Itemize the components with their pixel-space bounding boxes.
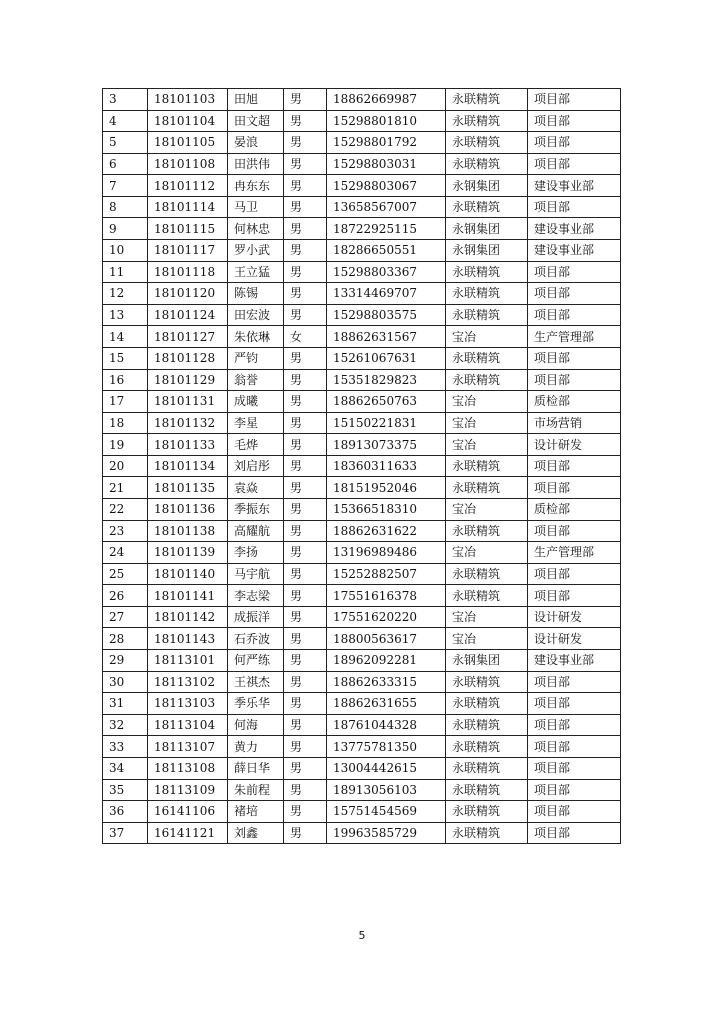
roster-table-body: [103, 89, 621, 844]
student-id-cell: 18101131: [148, 391, 228, 413]
row-index-cell: 25: [103, 563, 148, 585]
table-row: [103, 89, 621, 111]
gender-cell: 男: [284, 412, 327, 434]
company-cell: 永联精筑: [446, 369, 528, 391]
department-cell: 市场营销: [528, 412, 621, 434]
name-cell: 刘启彤: [228, 455, 284, 477]
name-cell: 陈锡: [228, 283, 284, 305]
row-index-cell: 34: [103, 757, 148, 779]
gender-cell: 男: [284, 498, 327, 520]
department-cell: 项目部: [528, 779, 621, 801]
table-row: [103, 714, 621, 736]
phone-cell: 15366518310: [327, 498, 446, 520]
department-cell: 项目部: [528, 757, 621, 779]
phone-cell: 17551616378: [327, 585, 446, 607]
company-cell: 永联精筑: [446, 132, 528, 154]
student-id-cell: 18113101: [148, 650, 228, 672]
department-cell: 设计研发: [528, 606, 621, 628]
department-cell: 质检部: [528, 498, 621, 520]
student-id-cell: 18113107: [148, 736, 228, 758]
phone-cell: 18862631567: [327, 326, 446, 348]
name-cell: 严钧: [228, 347, 284, 369]
department-cell: 项目部: [528, 369, 621, 391]
row-index-cell: 22: [103, 498, 148, 520]
student-id-cell: 18101143: [148, 628, 228, 650]
table-row: [103, 736, 621, 758]
student-id-cell: 18101120: [148, 283, 228, 305]
gender-cell: 男: [284, 455, 327, 477]
row-index-cell: 5: [103, 132, 148, 154]
company-cell: 永联精筑: [446, 585, 528, 607]
name-cell: 田洪伟: [228, 153, 284, 175]
student-id-cell: 18101132: [148, 412, 228, 434]
phone-cell: 15298801792: [327, 132, 446, 154]
table-row: [103, 326, 621, 348]
name-cell: 冉东东: [228, 175, 284, 197]
company-cell: 永钢集团: [446, 175, 528, 197]
gender-cell: 男: [284, 693, 327, 715]
department-cell: 项目部: [528, 153, 621, 175]
name-cell: 朱依琳: [228, 326, 284, 348]
student-id-cell: 18113103: [148, 693, 228, 715]
gender-cell: 男: [284, 175, 327, 197]
company-cell: 宝冶: [446, 391, 528, 413]
student-id-cell: 18101129: [148, 369, 228, 391]
student-id-cell: 18101140: [148, 563, 228, 585]
table-row: [103, 153, 621, 175]
row-index-cell: 28: [103, 628, 148, 650]
department-cell: 质检部: [528, 391, 621, 413]
phone-cell: 15298801810: [327, 110, 446, 132]
student-id-cell: 18101104: [148, 110, 228, 132]
department-cell: 项目部: [528, 585, 621, 607]
department-cell: 项目部: [528, 304, 621, 326]
row-index-cell: 10: [103, 240, 148, 262]
department-cell: 设计研发: [528, 434, 621, 456]
table-row: [103, 283, 621, 305]
gender-cell: 男: [284, 110, 327, 132]
department-cell: 建设事业部: [528, 175, 621, 197]
company-cell: 永联精筑: [446, 455, 528, 477]
phone-cell: 18286650551: [327, 240, 446, 262]
name-cell: 李扬: [228, 542, 284, 564]
row-index-cell: 4: [103, 110, 148, 132]
gender-cell: 男: [284, 391, 327, 413]
table-row: [103, 434, 621, 456]
table-row: [103, 304, 621, 326]
company-cell: 永联精筑: [446, 89, 528, 111]
gender-cell: 男: [284, 261, 327, 283]
company-cell: 永联精筑: [446, 347, 528, 369]
gender-cell: 男: [284, 196, 327, 218]
company-cell: 永联精筑: [446, 283, 528, 305]
table-row: [103, 822, 621, 844]
phone-cell: 18722925115: [327, 218, 446, 240]
phone-cell: 18913056103: [327, 779, 446, 801]
phone-cell: 13314469707: [327, 283, 446, 305]
name-cell: 马宇航: [228, 563, 284, 585]
student-id-cell: 18101108: [148, 153, 228, 175]
phone-cell: 18151952046: [327, 477, 446, 499]
row-index-cell: 33: [103, 736, 148, 758]
gender-cell: 男: [284, 671, 327, 693]
name-cell: 高耀航: [228, 520, 284, 542]
phone-cell: 18862631622: [327, 520, 446, 542]
company-cell: 宝冶: [446, 542, 528, 564]
name-cell: 黄力: [228, 736, 284, 758]
name-cell: 田宏波: [228, 304, 284, 326]
student-id-cell: 18101103: [148, 89, 228, 111]
department-cell: 项目部: [528, 347, 621, 369]
row-index-cell: 12: [103, 283, 148, 305]
row-index-cell: 17: [103, 391, 148, 413]
table-row: [103, 671, 621, 693]
row-index-cell: 14: [103, 326, 148, 348]
department-cell: 项目部: [528, 110, 621, 132]
row-index-cell: 20: [103, 455, 148, 477]
table-row: [103, 110, 621, 132]
gender-cell: 男: [284, 132, 327, 154]
student-id-cell: 18113102: [148, 671, 228, 693]
table-row: [103, 650, 621, 672]
company-cell: 永联精筑: [446, 261, 528, 283]
student-id-cell: 18101136: [148, 498, 228, 520]
gender-cell: 男: [284, 520, 327, 542]
row-index-cell: 19: [103, 434, 148, 456]
department-cell: 建设事业部: [528, 650, 621, 672]
row-index-cell: 15: [103, 347, 148, 369]
name-cell: 季乐华: [228, 693, 284, 715]
name-cell: 刘鑫: [228, 822, 284, 844]
phone-cell: 19963585729: [327, 822, 446, 844]
gender-cell: 男: [284, 757, 327, 779]
gender-cell: 男: [284, 434, 327, 456]
row-index-cell: 9: [103, 218, 148, 240]
gender-cell: 男: [284, 736, 327, 758]
row-index-cell: 26: [103, 585, 148, 607]
student-id-cell: 18113104: [148, 714, 228, 736]
phone-cell: 18862669987: [327, 89, 446, 111]
row-index-cell: 3: [103, 89, 148, 111]
gender-cell: 男: [284, 218, 327, 240]
company-cell: 永钢集团: [446, 218, 528, 240]
company-cell: 永联精筑: [446, 520, 528, 542]
table-row: [103, 693, 621, 715]
student-id-cell: 18101115: [148, 218, 228, 240]
student-id-cell: 18101105: [148, 132, 228, 154]
phone-cell: 15298803067: [327, 175, 446, 197]
table-row: [103, 542, 621, 564]
phone-cell: 18862650763: [327, 391, 446, 413]
company-cell: 宝冶: [446, 412, 528, 434]
table-row: [103, 801, 621, 823]
table-row: [103, 347, 621, 369]
gender-cell: 男: [284, 606, 327, 628]
name-cell: 石乔波: [228, 628, 284, 650]
company-cell: 永联精筑: [446, 563, 528, 585]
table-row: [103, 455, 621, 477]
company-cell: 永联精筑: [446, 304, 528, 326]
company-cell: 永联精筑: [446, 110, 528, 132]
department-cell: 项目部: [528, 132, 621, 154]
company-cell: 永联精筑: [446, 196, 528, 218]
name-cell: 王立猛: [228, 261, 284, 283]
row-index-cell: 21: [103, 477, 148, 499]
company-cell: 永联精筑: [446, 477, 528, 499]
name-cell: 季振东: [228, 498, 284, 520]
row-index-cell: 31: [103, 693, 148, 715]
table-row: [103, 175, 621, 197]
gender-cell: 男: [284, 477, 327, 499]
name-cell: 褚培: [228, 801, 284, 823]
department-cell: 项目部: [528, 283, 621, 305]
student-id-cell: 18101117: [148, 240, 228, 262]
department-cell: 项目部: [528, 714, 621, 736]
department-cell: 项目部: [528, 261, 621, 283]
company-cell: 永联精筑: [446, 671, 528, 693]
row-index-cell: 30: [103, 671, 148, 693]
name-cell: 罗小武: [228, 240, 284, 262]
gender-cell: 男: [284, 779, 327, 801]
name-cell: 袁焱: [228, 477, 284, 499]
roster-table: [102, 88, 621, 844]
department-cell: 项目部: [528, 693, 621, 715]
table-row: [103, 240, 621, 262]
row-index-cell: 13: [103, 304, 148, 326]
department-cell: 生产管理部: [528, 542, 621, 564]
company-cell: 宝冶: [446, 434, 528, 456]
company-cell: 永联精筑: [446, 779, 528, 801]
row-index-cell: 35: [103, 779, 148, 801]
table-row: [103, 779, 621, 801]
gender-cell: 男: [284, 542, 327, 564]
phone-cell: 18913073375: [327, 434, 446, 456]
department-cell: 项目部: [528, 89, 621, 111]
company-cell: 永联精筑: [446, 714, 528, 736]
department-cell: 项目部: [528, 477, 621, 499]
table-row: [103, 757, 621, 779]
name-cell: 马卫: [228, 196, 284, 218]
table-row: [103, 412, 621, 434]
gender-cell: 男: [284, 585, 327, 607]
table-row: [103, 606, 621, 628]
table-row: [103, 196, 621, 218]
company-cell: 永联精筑: [446, 822, 528, 844]
gender-cell: 男: [284, 240, 327, 262]
student-id-cell: 18101134: [148, 455, 228, 477]
name-cell: 李志梁: [228, 585, 284, 607]
row-index-cell: 18: [103, 412, 148, 434]
student-id-cell: 18113109: [148, 779, 228, 801]
student-id-cell: 18101127: [148, 326, 228, 348]
table-row: [103, 585, 621, 607]
student-id-cell: 18101114: [148, 196, 228, 218]
table-row: [103, 628, 621, 650]
student-id-cell: 18113108: [148, 757, 228, 779]
gender-cell: 男: [284, 153, 327, 175]
department-cell: 项目部: [528, 671, 621, 693]
company-cell: 永钢集团: [446, 650, 528, 672]
company-cell: 宝冶: [446, 498, 528, 520]
company-cell: 永联精筑: [446, 153, 528, 175]
phone-cell: 18360311633: [327, 455, 446, 477]
name-cell: 晏浪: [228, 132, 284, 154]
row-index-cell: 16: [103, 369, 148, 391]
phone-cell: 18761044328: [327, 714, 446, 736]
row-index-cell: 8: [103, 196, 148, 218]
table-row: [103, 563, 621, 585]
name-cell: 薛日华: [228, 757, 284, 779]
table-row: [103, 477, 621, 499]
name-cell: 何林忠: [228, 218, 284, 240]
gender-cell: 男: [284, 89, 327, 111]
student-id-cell: 18101112: [148, 175, 228, 197]
name-cell: 成曦: [228, 391, 284, 413]
table-row: [103, 520, 621, 542]
table-row: [103, 218, 621, 240]
gender-cell: 男: [284, 650, 327, 672]
student-id-cell: 18101133: [148, 434, 228, 456]
name-cell: 田旭: [228, 89, 284, 111]
phone-cell: 18800563617: [327, 628, 446, 650]
company-cell: 永联精筑: [446, 757, 528, 779]
gender-cell: 女: [284, 326, 327, 348]
department-cell: 建设事业部: [528, 218, 621, 240]
phone-cell: 15298803575: [327, 304, 446, 326]
page-number: 5: [358, 929, 366, 942]
row-index-cell: 36: [103, 801, 148, 823]
phone-cell: 18862633315: [327, 671, 446, 693]
department-cell: 项目部: [528, 822, 621, 844]
row-index-cell: 29: [103, 650, 148, 672]
phone-cell: 17551620220: [327, 606, 446, 628]
name-cell: 朱前程: [228, 779, 284, 801]
department-cell: 项目部: [528, 736, 621, 758]
company-cell: 宝冶: [446, 606, 528, 628]
phone-cell: 15298803031: [327, 153, 446, 175]
phone-cell: 15351829823: [327, 369, 446, 391]
row-index-cell: 24: [103, 542, 148, 564]
student-id-cell: 16141106: [148, 801, 228, 823]
gender-cell: 男: [284, 801, 327, 823]
phone-cell: 18962092281: [327, 650, 446, 672]
phone-cell: 13004442615: [327, 757, 446, 779]
company-cell: 宝冶: [446, 628, 528, 650]
name-cell: 翁誉: [228, 369, 284, 391]
phone-cell: 15298803367: [327, 261, 446, 283]
row-index-cell: 23: [103, 520, 148, 542]
row-index-cell: 11: [103, 261, 148, 283]
name-cell: 田文超: [228, 110, 284, 132]
department-cell: 设计研发: [528, 628, 621, 650]
phone-cell: 15751454569: [327, 801, 446, 823]
gender-cell: 男: [284, 304, 327, 326]
company-cell: 永联精筑: [446, 801, 528, 823]
department-cell: 生产管理部: [528, 326, 621, 348]
department-cell: 建设事业部: [528, 240, 621, 262]
gender-cell: 男: [284, 822, 327, 844]
gender-cell: 男: [284, 714, 327, 736]
company-cell: 永联精筑: [446, 736, 528, 758]
student-id-cell: 18101135: [148, 477, 228, 499]
table-row: [103, 391, 621, 413]
student-id-cell: 18101141: [148, 585, 228, 607]
name-cell: 毛烨: [228, 434, 284, 456]
gender-cell: 男: [284, 628, 327, 650]
phone-cell: 15150221831: [327, 412, 446, 434]
row-index-cell: 7: [103, 175, 148, 197]
student-id-cell: 18101124: [148, 304, 228, 326]
company-cell: 永联精筑: [446, 693, 528, 715]
phone-cell: 18862631655: [327, 693, 446, 715]
department-cell: 项目部: [528, 455, 621, 477]
department-cell: 项目部: [528, 563, 621, 585]
department-cell: 项目部: [528, 196, 621, 218]
student-id-cell: 18101139: [148, 542, 228, 564]
table-row: [103, 261, 621, 283]
student-id-cell: 18101118: [148, 261, 228, 283]
row-index-cell: 6: [103, 153, 148, 175]
phone-cell: 13658567007: [327, 196, 446, 218]
department-cell: 项目部: [528, 520, 621, 542]
student-id-cell: 16141121: [148, 822, 228, 844]
gender-cell: 男: [284, 283, 327, 305]
phone-cell: 13775781350: [327, 736, 446, 758]
name-cell: 何海: [228, 714, 284, 736]
row-index-cell: 27: [103, 606, 148, 628]
name-cell: 李星: [228, 412, 284, 434]
student-id-cell: 18101128: [148, 347, 228, 369]
phone-cell: 15252882507: [327, 563, 446, 585]
phone-cell: 13196989486: [327, 542, 446, 564]
name-cell: 王祺杰: [228, 671, 284, 693]
gender-cell: 男: [284, 563, 327, 585]
table-row: [103, 369, 621, 391]
student-id-cell: 18101138: [148, 520, 228, 542]
student-id-cell: 18101142: [148, 606, 228, 628]
row-index-cell: 32: [103, 714, 148, 736]
table-row: [103, 498, 621, 520]
row-index-cell: 37: [103, 822, 148, 844]
company-cell: 永钢集团: [446, 240, 528, 262]
gender-cell: 男: [284, 369, 327, 391]
name-cell: 成振洋: [228, 606, 284, 628]
company-cell: 宝冶: [446, 326, 528, 348]
table-row: [103, 132, 621, 154]
department-cell: 项目部: [528, 801, 621, 823]
phone-cell: 15261067631: [327, 347, 446, 369]
gender-cell: 男: [284, 347, 327, 369]
name-cell: 何严练: [228, 650, 284, 672]
